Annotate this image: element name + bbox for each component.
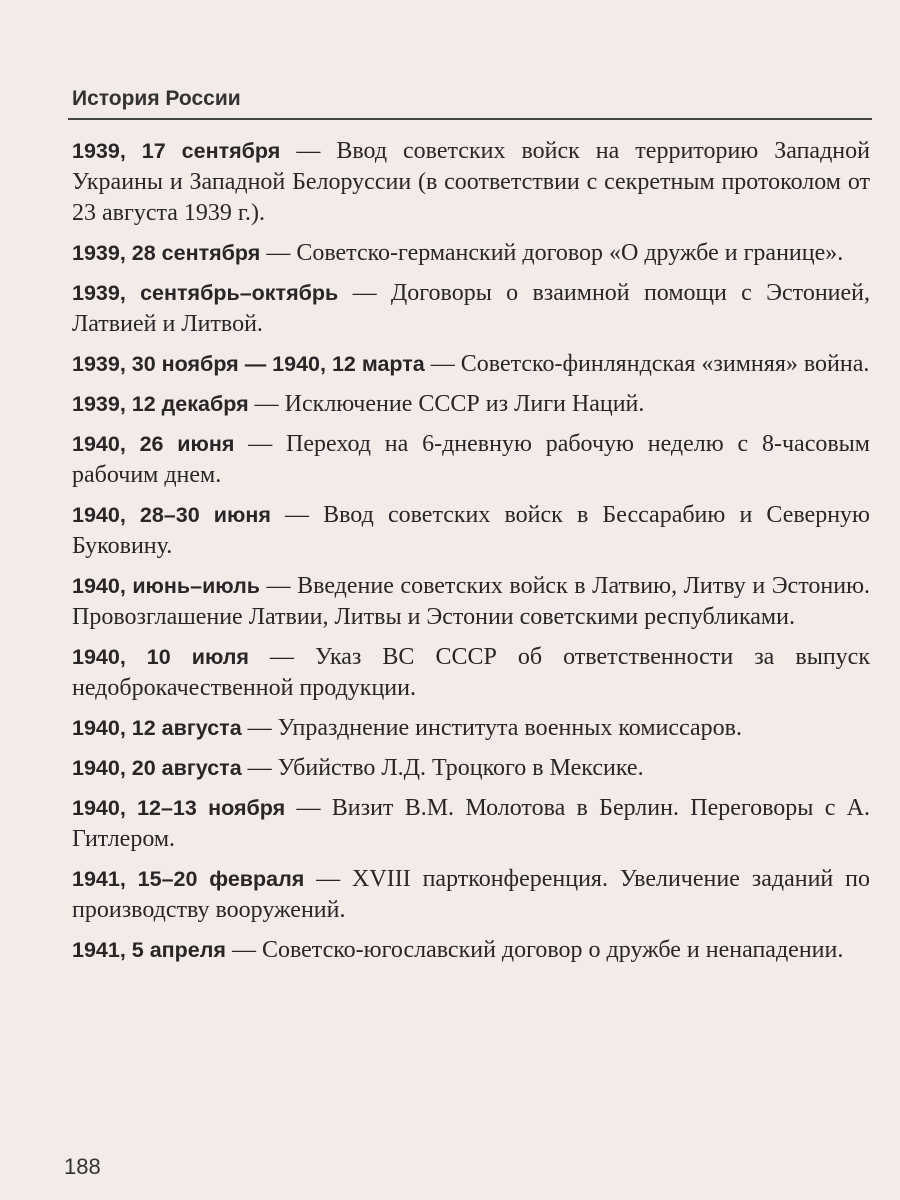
running-header: История России — [72, 87, 241, 110]
entry-date: 1941, 15–20 февраля — [72, 867, 305, 891]
chronology-entry — [72, 389, 870, 420]
chronology-entry — [72, 753, 870, 784]
chronology-entry — [72, 864, 870, 926]
entry-date: 1939, 28 сентября — [72, 241, 261, 265]
entry-text: — Исключение СССР из Лиги Наций. — [248, 391, 645, 417]
entry-date: 1939, 12 декабря — [72, 392, 249, 416]
entry-text: — Советско-германский договор «О дружбе и границе». — [260, 240, 844, 266]
entry-text: — Ввод советских войск на территорию Западной Украины и Западной Белоруссии (в соответствии с секретным протоколом от 23 августа 1939 г.). — [72, 138, 870, 226]
entry-text: — Ввод советских войск в Бессарабию и Северную Буковину. — [72, 502, 870, 559]
entry-text: — Введение советских войск в Латвию, Литву и Эстонию. Провозглашение Латвии, Литвы и Эстонии советскими республиками. — [72, 573, 871, 630]
entry-date: 1939, 17 сентября — [72, 139, 281, 163]
chronology-entry — [72, 500, 870, 562]
entry-date: 1939, 30 ноября — 1940, 12 марта — [72, 352, 425, 376]
entry-text: — Упразднение института военных комиссаров. — [241, 715, 742, 741]
chronology-entry — [72, 571, 870, 633]
entry-date: 1940, 12–13 ноября — [72, 796, 286, 820]
entry-text: — Визит В.М. Молотова в Берлин. Переговоры с А. Гитлером. — [72, 795, 870, 852]
entry-text: — Убийство Л.Д. Троцкого в Мексике. — [241, 755, 644, 781]
entry-text: — Советско-югославский договор о дружбе и ненападении. — [225, 937, 844, 963]
entry-date: 1940, 28–30 июня — [72, 503, 271, 527]
entry-date: 1940, 10 июля — [72, 645, 249, 669]
entry-date: 1940, июнь–июль — [72, 574, 260, 598]
chronology-entry — [72, 935, 870, 966]
entry-text: — Советско-финляндская «зимняя» война. — [424, 351, 870, 377]
entry-text: — XVIII партконференция. Увеличение заданий по производству вооружений. — [72, 866, 870, 923]
chronology-entry — [72, 793, 870, 855]
entry-text: — Указ ВС СССР об ответственности за выпуск недоброкачественной продукции. — [72, 644, 870, 701]
chronology-entry — [72, 238, 870, 269]
chronology-entry — [72, 278, 870, 340]
chronology-entry — [72, 429, 870, 491]
chronology-entry — [72, 349, 870, 380]
entry-date: 1940, 20 августа — [72, 756, 242, 780]
chronology-entry — [72, 713, 870, 744]
chronology-list — [72, 136, 870, 975]
entry-text: — Переход на 6-дневную рабочую неделю с 8-часовым рабочим днем. — [72, 431, 870, 488]
entry-date: 1939, сентябрь–октябрь — [72, 281, 339, 305]
chronology-entry — [72, 642, 870, 704]
page-number: 188 — [64, 1154, 101, 1179]
entry-date: 1940, 26 июня — [72, 432, 235, 456]
entry-date: 1941, 5 апреля — [72, 938, 226, 962]
entry-text: — Договоры о взаимной помощи с Эстонией, Латвией и Литвой. — [72, 280, 871, 337]
entry-date: 1940, 12 августа — [72, 716, 242, 740]
header-divider — [68, 118, 872, 120]
chronology-entry — [72, 136, 870, 229]
